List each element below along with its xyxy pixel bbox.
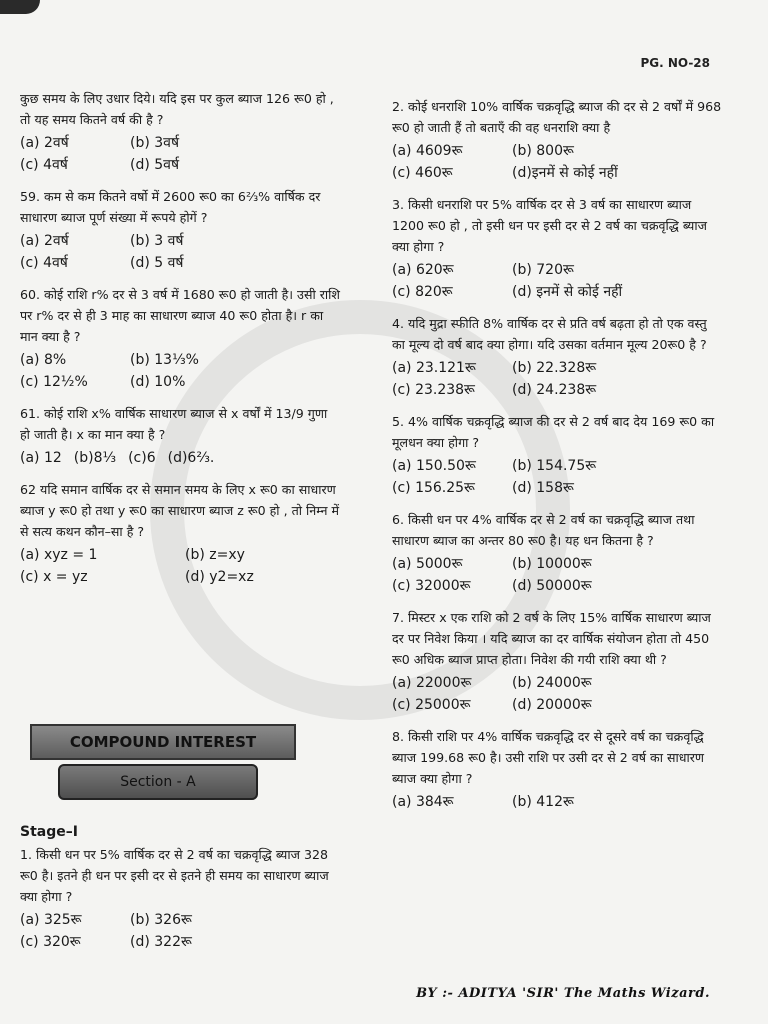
option-a: (a) 8% (20, 352, 67, 368)
question-text: 5. 4% वार्षिक चक्रवृद्धि ब्याज की दर से 2 वर्ष बाद देय 169 रू0 का मूलधन क्या होगा ? (392, 414, 715, 450)
question-text: 4. यदि मुद्रा स्फीति 8% वार्षिक दर से प्रति वर्ष बढ़ता हो तो एक वस्तु का मूल्य दो वर्ष बाद क्या होगा। यदि उसका वर्तमान मूल्य 20रू0 है ? (392, 316, 707, 352)
right-column (392, 96, 722, 823)
left-column (20, 88, 340, 598)
question-59 (20, 186, 340, 274)
option-a: (a) 5000रू (392, 556, 463, 572)
question-61 (20, 403, 340, 469)
question-3 (392, 194, 722, 303)
option-c: (c) 460रू (392, 165, 453, 181)
question-5 (392, 411, 722, 499)
stage-block (20, 824, 340, 963)
option-d: (d) 5 वर्ष (130, 255, 184, 271)
question-7 (392, 607, 722, 716)
option-d: (d) 50000रू (512, 578, 592, 594)
option-c: (c) 25000रू (392, 697, 471, 713)
option-d: (d) 5वर्ष (130, 157, 180, 173)
option-a: (a) 22000रू (392, 675, 472, 691)
option-c: (c) 320रू (20, 934, 81, 950)
option-d: (d)इनमें से कोई नहीं (512, 165, 618, 181)
question-text: 8. किसी राशि पर 4% वार्षिक चक्रवृद्धि दर से दूसरे वर्ष का चक्रवृद्धि ब्याज 199.68 रू0 है। उसी राशि पर उसी दर से 2 वर्ष का साधारण ब्याज क्या होगा ? (392, 729, 705, 786)
option-b: (b) 412रू (512, 794, 574, 810)
question-text: 2. कोई धनराशि 10% वार्षिक चक्रवृद्धि ब्याज की दर से 2 वर्षों में 968 रू0 हो जाती हैं तो बताएँ की वह धनराशि क्या है (392, 99, 722, 135)
option-d: (d)6⅔. (167, 450, 215, 466)
option-d: (d) 20000रू (512, 697, 592, 713)
question-58 (20, 88, 340, 176)
option-d: (d) 158रू (512, 480, 574, 496)
compound-interest-banner: COMPOUND INTEREST (30, 724, 296, 760)
corner-decoration (0, 0, 40, 14)
question-text: कुछ समय के लिए उधार दिये। यदि इस पर कुल ब्याज 126 रू0 हो , तो यह समय कितने वर्ष की है ? (20, 91, 334, 127)
option-b: (b) z=xy (185, 547, 245, 563)
question-text: 62 यदि समान वार्षिक दर से समान समय के लिए x रू0 का साधारण ब्याज y रू0 हो तथा y रू0 का साधारण ब्याज z रू0 हो , तो निम्न में से सत्य कथन कौन–सा है ? (20, 482, 340, 539)
option-a: (a) 325रू (20, 912, 82, 928)
option-a: (a) 2वर्ष (20, 135, 69, 151)
option-a: (a) 150.50रू (392, 458, 476, 474)
option-c: (c) x = yz (20, 569, 88, 585)
option-c: (c) 32000रू (392, 578, 471, 594)
question-text: 6. किसी धन पर 4% वार्षिक दर से 2 वर्ष का चक्रवृद्धि ब्याज तथा साधारण ब्याज का अन्तर 80 रू0 है। यह धन कितना है ? (392, 512, 695, 548)
option-c: (c)6 (128, 450, 156, 466)
option-b: (b) 13⅓% (130, 352, 199, 368)
footer-author: BY :- ADITYA 'SIR' The Maths Wizard. (416, 986, 710, 1001)
option-b: (b) 22.328रू (512, 360, 597, 376)
question-6 (392, 509, 722, 597)
option-b: (b) 10000रू (512, 556, 592, 572)
option-c: (c) 156.25रू (392, 480, 475, 496)
option-d: (d) 322रू (130, 934, 192, 950)
option-c: (c) 23.238रू (392, 382, 475, 398)
question-text: 59. कम से कम कितने वर्षो में 2600 रू0 का 6⅔% वार्षिक दर साधारण ब्याज पूर्ण संख्या में रूपये होगें ? (20, 189, 321, 225)
option-c: (c) 4वर्ष (20, 157, 68, 173)
question-2 (392, 96, 722, 184)
question-text: 7. मिस्टर x एक राशि को 2 वर्ष के लिए 15% वार्षिक साधारण ब्याज दर पर निवेश किया । यदि ब्याज का दर वार्षिक संयोजन होता तो 450 रू0 अधिक ब्याज प्राप्त होता। निवेश की गयी राशि क्या थी ? (392, 610, 711, 667)
option-b: (b) 3वर्ष (130, 135, 180, 151)
page-number: PG. NO-28 (640, 56, 710, 70)
option-a: (a) 4609रू (392, 143, 463, 159)
question-62 (20, 479, 340, 588)
question-text: 61. कोई राशि x% वार्षिक साधारण ब्याज से x वर्षों में 13/9 गुणा हो जाती है। x का मान क्या है ? (20, 406, 328, 442)
section-label: Section - A (58, 764, 258, 800)
option-b: (b) 720रू (512, 262, 574, 278)
option-a: (a) xyz = 1 (20, 547, 98, 563)
option-a: (a) 2वर्ष (20, 233, 69, 249)
question-text: 60. कोई राशि r% दर से 3 वर्ष में 1680 रू0 हो जाती है। उसी राशि पर r% दर से ही 3 माह का साधारण ब्याज 40 रू0 होता है। r का मान क्या है ? (20, 287, 340, 344)
option-b: (b) 3 वर्ष (130, 233, 184, 249)
option-a: (a) 23.121रू (392, 360, 476, 376)
option-b: (b) 24000रू (512, 675, 592, 691)
option-a: (a) 12 (20, 450, 62, 466)
option-b: (b) 800रू (512, 143, 574, 159)
option-b: (b) 154.75रू (512, 458, 597, 474)
option-d: (d) y2=xz (185, 569, 254, 585)
option-c: (c) 12½% (20, 374, 88, 390)
option-d: (d) 24.238रू (512, 382, 597, 398)
option-a: (a) 620रू (392, 262, 454, 278)
option-c: (c) 820रू (392, 284, 453, 300)
question-8 (392, 726, 722, 813)
option-a: (a) 384रू (392, 794, 454, 810)
option-c: (c) 4वर्ष (20, 255, 68, 271)
question-text: 1. किसी धन पर 5% वार्षिक दर से 2 वर्ष का चक्रवृद्धि ब्याज 328 रू0 है। इतने ही धन पर इसी दर से इतने ही समय का साधारण ब्याज क्या होगा ? (20, 847, 329, 904)
stage-heading: Stage–I (20, 824, 78, 840)
option-d: (d) इनमें से कोई नहीं (512, 284, 623, 300)
option-d: (d) 10% (130, 374, 186, 390)
option-b: (b) 326रू (130, 912, 192, 928)
question-60 (20, 284, 340, 393)
question-4 (392, 313, 722, 401)
question-text: 3. किसी धनराशि पर 5% वार्षिक दर से 3 वर्ष का साधारण ब्याज 1200 रू0 हो , तो इसी धन पर इसी दर से 2 वर्ष का चक्रवृद्धि ब्याज क्या होगा ? (392, 197, 707, 254)
option-b: (b)8⅓ (73, 450, 117, 466)
